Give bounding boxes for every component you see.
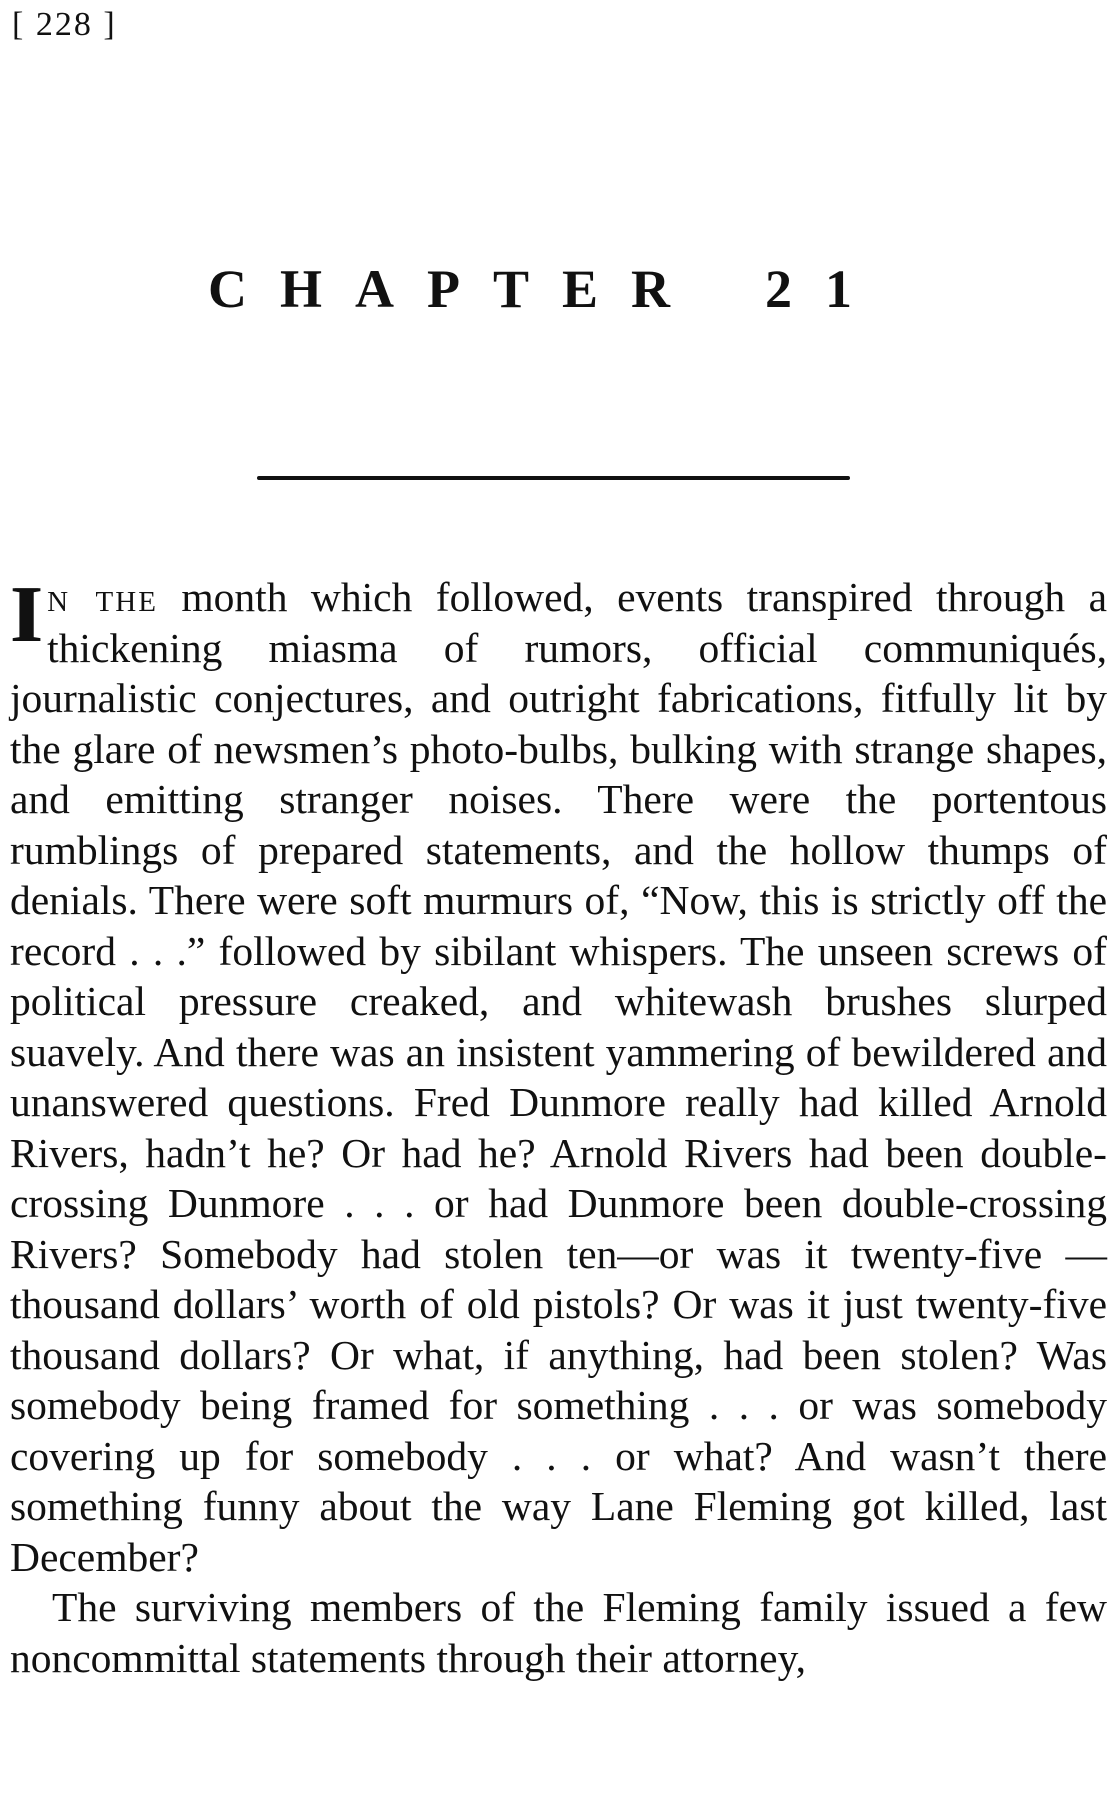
paragraph-first [10,572,1107,1582]
chapter-divider-rule [257,476,850,480]
chapter-body [10,572,1107,1683]
paragraph-second [10,1582,1107,1683]
chapter-number: 21 [765,259,886,319]
drop-cap: I [10,571,42,659]
chapter-heading [208,259,886,319]
paragraph-first-text: month which followed, events transpired through a thickening miasma of rumors, official communiqués, journalistic conjectures, and outright fabrications, fitfully lit by the glare of newsmen’s photo-bulbs, bulking with strange shapes, and emitting stranger noises. There were the portentous rumblings of prepared statements, and the hollow thumps of denials. There were soft murmurs of, “Now, this is strictly off the record . . .” followed by sibilant whispers. The unseen screws of political pressure creaked, and whitewash brushes slurped suavely. And there was an insistent yammering of bewildered and unanswered questions. Fred Dunmore really had killed Arnold Rivers, hadn’t he? Or had he? Arnold Rivers had been double-crossing Dunmore . . . or had Dunmore been double-crossing Rivers? Somebody had stolen ten—or was it twenty-five —thousand dollars’ worth of old pistols? Or was it just twenty-five thousand dollars? Or what, if anything, had been stolen? Was somebody being framed for something . . . or was somebody covering up for somebody . . . or what? And wasn’t there something funny about the way Lane Fleming got killed, last December? [10,574,1107,1580]
page-number: [ 228 ] [12,6,117,43]
paragraph-second-text: The surviving members of the Fleming family issued a few noncommittal statements through their attorney, [10,1584,1107,1681]
chapter-word: CHAPTER [208,259,704,319]
lead-in-small-caps: n the [47,574,158,620]
